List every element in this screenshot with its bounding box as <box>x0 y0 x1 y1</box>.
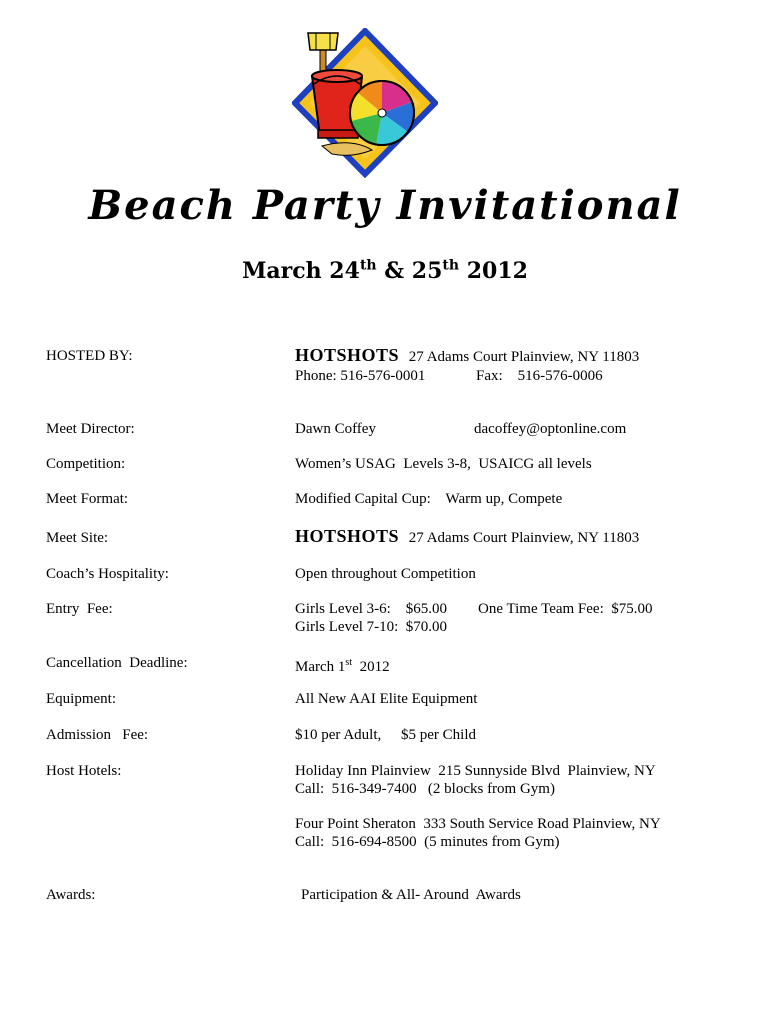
hospitality-value: Open throughout Competition <box>295 566 476 582</box>
host-contact <box>295 367 603 385</box>
meet-site-value <box>295 527 639 547</box>
admission-adult: $10 per Adult, <box>295 727 382 743</box>
host-phone: Phone: 516-576-0001 <box>295 368 426 384</box>
host-fax: Fax: 516-576-0006 <box>476 368 603 384</box>
hotel-2-phone: Call: 516-694-8500 (5 minutes from Gym) <box>295 834 560 850</box>
competition-value: Women’s USAG Levels 3-8, USAICG all levels <box>295 456 592 472</box>
awards-label: Awards: <box>46 887 96 903</box>
meet-format-label: Meet Format: <box>46 491 129 507</box>
entry-fee-level-3-6: Girls Level 3-6: $65.00 <box>295 601 448 617</box>
meet-director-label: Meet Director: <box>46 421 135 437</box>
meet-director-email[interactable]: dacoffey@optonline.com <box>474 421 627 437</box>
site-address: 27 Adams Court Plainview, NY 11803 <box>408 530 640 546</box>
team-fee: One Time Team Fee: $75.00 <box>478 601 653 617</box>
meet-site-label: Meet Site: <box>46 530 109 546</box>
competition-label: Competition: <box>46 456 126 472</box>
meet-director-name: Dawn Coffey <box>295 421 376 437</box>
hosted-by-label: HOSTED BY: <box>46 348 133 364</box>
awards-value: Participation & All- Around Awards <box>301 887 521 903</box>
page-title: Beach Party Invitational <box>88 182 682 229</box>
admission-child: $5 per Child <box>401 727 476 743</box>
hotel-2-address: Four Point Sheraton 333 South Service Road Plainview, NY <box>295 816 661 832</box>
entry-fee-label: Entry Fee: <box>46 601 113 617</box>
equipment-value: All New AAI Elite Equipment <box>295 691 478 707</box>
beach-bucket-ball-icon <box>292 28 438 178</box>
site-name: HOTSHOTS <box>295 526 400 546</box>
host-hotels-label: Host Hotels: <box>46 763 122 779</box>
cancellation-label: Cancellation Deadline: <box>46 655 188 671</box>
cancellation-value: March 1st 2012 <box>295 657 390 675</box>
hosted-by-value <box>295 346 639 366</box>
meet-format-value: Modified Capital Cup: Warm up, Compete <box>295 491 563 507</box>
hotel-1-address: Holiday Inn Plainview 215 Sunnyside Blvd Plainview, NY <box>295 763 656 779</box>
entry-fee-level-7-10: Girls Level 7-10: $70.00 <box>295 619 448 635</box>
hospitality-label: Coach’s Hospitality: <box>46 566 169 582</box>
admission-label: Admission Fee: <box>46 727 149 743</box>
host-name: HOTSHOTS <box>295 345 400 365</box>
host-address: 27 Adams Court Plainview, NY 11803 <box>408 349 640 365</box>
hotel-1-phone: Call: 516-349-7400 (2 blocks from Gym) <box>295 781 555 797</box>
equipment-label: Equipment: <box>46 691 116 707</box>
event-dates: March 24th & 25th 2012 <box>242 257 528 284</box>
